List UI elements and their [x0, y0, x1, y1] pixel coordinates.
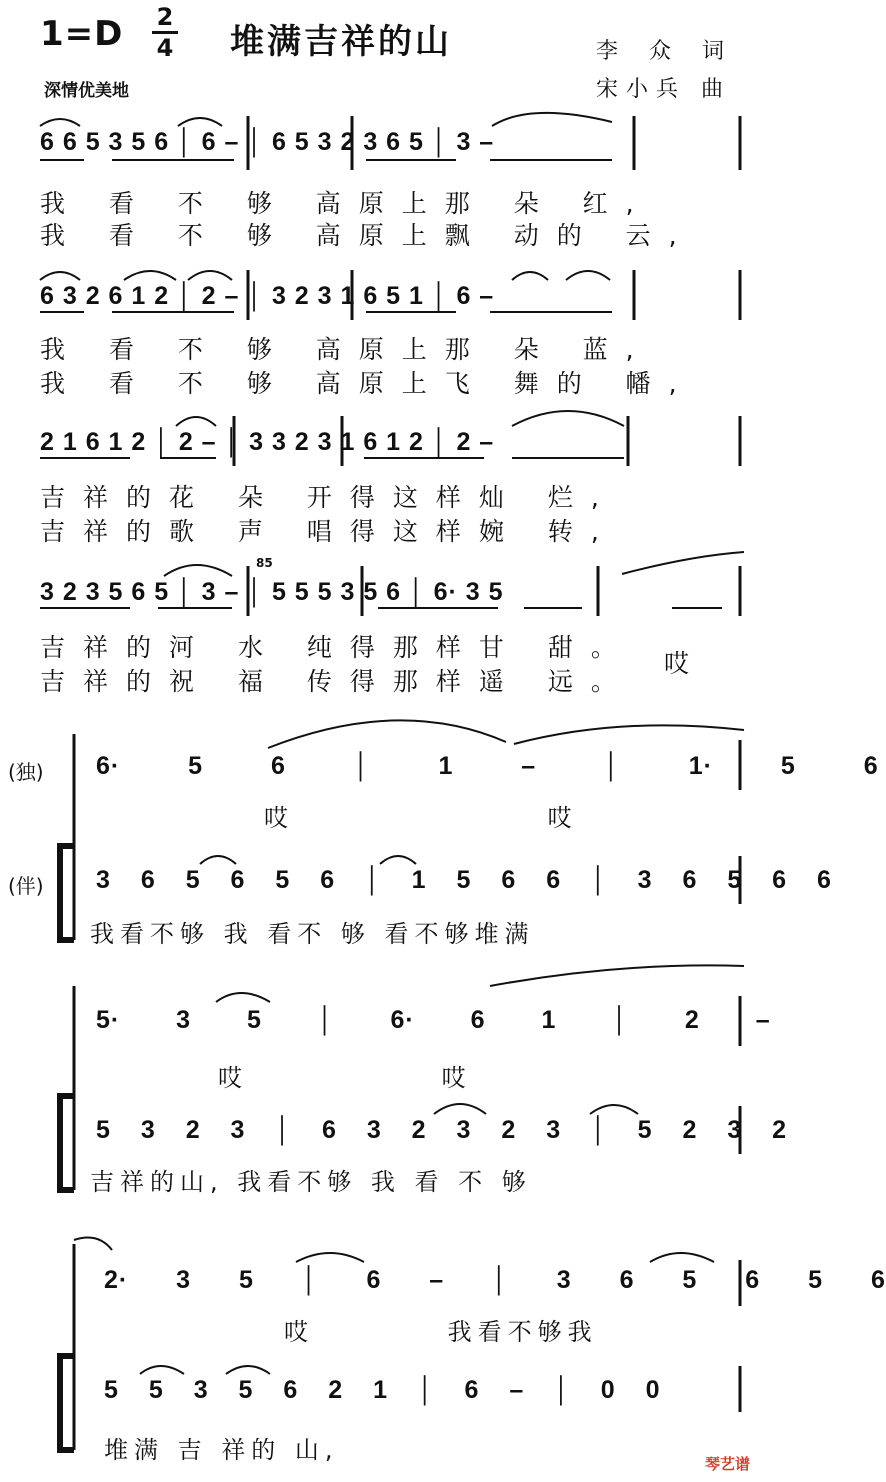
song-title: 堆满吉祥的山 [230, 22, 452, 62]
acc-notes-1: 3 6 5 6 5 6 │ 1 5 6 6 │ 3 6 5 6 6 [96, 866, 832, 894]
tempo-marking: 深情优美地 [44, 81, 129, 101]
notes-row-3: 2 1 6 1 2 │ 2 – │ 3 3 2 3 1 6 1 2 │ 2 – [40, 428, 495, 456]
lyrics-row-1-b: 我 看 不 够 高原上飘 动的 云, [40, 221, 695, 250]
grace-note: 85 [256, 556, 273, 570]
lyrics-row-4-a: 吉祥的河 水 纯得那样甘 甜。 [40, 633, 634, 662]
lyrics-row-3-a: 吉祥的花 朵 开得这样灿 烂, [40, 483, 617, 512]
solo-lyrics-1: 哎 哎 [264, 804, 578, 832]
lyrics-row-2-a: 我 看 不 够 高原上那 朵 蓝, [40, 335, 652, 364]
acc-lyrics-1: 我看不够 我 看不 够 看不够堆满 [90, 920, 535, 948]
composer: 宋小兵 曲 [596, 77, 731, 102]
lyrics-row-1-a: 我 看 不 够 高原上那 朵 红, [40, 189, 652, 218]
watermark-logo: 琴艺谱 [704, 1455, 750, 1473]
acc-label: (伴) [8, 874, 44, 898]
solo-notes-3: 2· 3 5 │ 6 – │ 3 6 5 6 5 6 [104, 1266, 886, 1294]
notes-row-1: 6 6 5 3 5 6 │ 6 – │ 6 5 3 2 3 6 5 │ 3 – [40, 128, 495, 156]
lyricist: 李 众 词 [596, 39, 736, 64]
notes-row-4: 3 2 3 5 6 5 │ 3 – │ 5 5 5 3 5 6 │ 6· 3 5 [40, 578, 504, 606]
side-lyric: 哎 [664, 649, 690, 678]
solo-lyrics-3: 哎 我看不够我 [284, 1318, 598, 1346]
key-signature: 1=D [40, 14, 124, 54]
solo-lyrics-2: 哎 哎 [218, 1064, 472, 1092]
lyrics-row-2-b: 我 看 不 够 高原上飞 舞的 幡, [40, 369, 695, 398]
acc-lyrics-2: 吉祥的山, 我看不够 我 看 不 够 [90, 1168, 532, 1196]
notes-row-2: 6 3 2 6 1 2 │ 2 – │ 3 2 3 1 6 5 1 │ 6 – [40, 282, 495, 310]
time-bottom: 4 [156, 34, 174, 62]
lyrics-row-4-b: 吉祥的祝 福 传得那样遥 远。 [40, 667, 634, 696]
acc-notes-2: 5 3 2 3 │ 6 3 2 3 2 3 │ 5 2 3 2 [96, 1116, 788, 1144]
solo-notes-1: 6· 5 6 │ 1 – │ 1· 5 6 [96, 752, 879, 780]
acc-notes-3: 5 5 3 5 6 2 1 │ 6 – │ 0 0 [104, 1376, 661, 1404]
lyrics-row-3-b: 吉祥的歌 声 唱得这样婉 转, [40, 517, 617, 546]
acc-lyrics-3: 堆满 吉 祥的 山, [104, 1436, 339, 1464]
solo-label: (独) [8, 760, 44, 784]
time-top: 2 [156, 3, 174, 31]
solo-notes-2: 5· 3 5 │ 6· 6 1 │ 2 – [96, 1006, 771, 1034]
